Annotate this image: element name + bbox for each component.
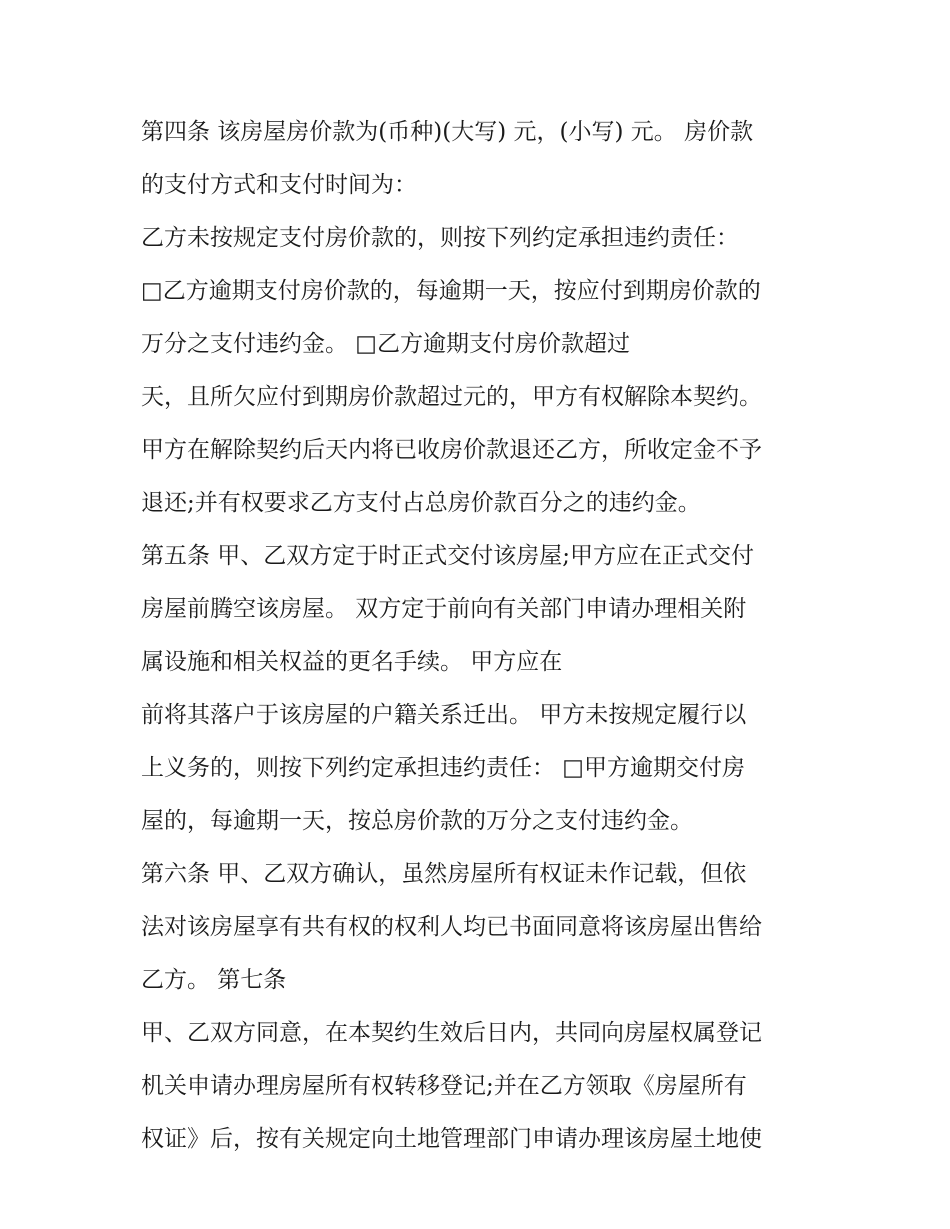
text-line: 法对该房屋享有共有权的权利人均已书面同意将该房屋出售给 (141, 914, 762, 940)
text-line: 属设施和相关权益的更名手续。 甲方应在 (141, 649, 563, 675)
text-line: 的支付方式和支付时间为： (141, 172, 417, 198)
text-line: 权证》后，按有关规定向土地管理部门申请办理该房屋土地使 (141, 1126, 762, 1152)
text-line: 乙方。 第七条 (141, 967, 287, 993)
text-line: □乙方逾期支付房价款的，每逾期一天，按应付到期房价款的 (141, 278, 761, 304)
contract-body (141, 106, 821, 1166)
text-line: 退还;并有权要求乙方支付占总房价款百分之的违约金。 (141, 490, 701, 516)
text-line: 房屋前腾空该房屋。 双方定于前向有关部门申请办理相关附 (141, 596, 747, 622)
text-line: 第五条 甲、乙双方定于时正式交付该房屋;甲方应在正式交付 (141, 543, 755, 569)
text-line: 万分之支付违约金。 □乙方逾期支付房价款超过 (141, 331, 631, 357)
text-line: 甲方在解除契约后天内将已收房价款退还乙方，所收定金不予 (141, 437, 762, 463)
text-line: 第四条 该房屋房价款为(币种)(大写) 元，(小写) 元。 房价款 (141, 119, 754, 145)
text-line: 乙方未按规定支付房价款的，则按下列约定承担违约责任： (141, 225, 739, 251)
text-line: 前将其落户于该房屋的户籍关系迁出。 甲方未按规定履行以 (141, 702, 747, 728)
text-line: 上义务的，则按下列约定承担违约责任： □甲方逾期交付房 (141, 755, 746, 781)
text-line: 甲、乙双方同意，在本契约生效后日内，共同向房屋权属登记 (141, 1020, 762, 1046)
text-line: 屋的，每逾期一天，按总房价款的万分之支付违约金。 (141, 808, 693, 834)
text-line: 第六条 甲、乙双方确认，虽然房屋所有权证未作记载，但依 (141, 861, 747, 887)
text-line: 天，且所欠应付到期房价款超过元的，甲方有权解除本契约。 (141, 384, 762, 410)
text-line: 机关申请办理房屋所有权转移登记;并在乙方领取《房屋所有 (141, 1073, 747, 1099)
